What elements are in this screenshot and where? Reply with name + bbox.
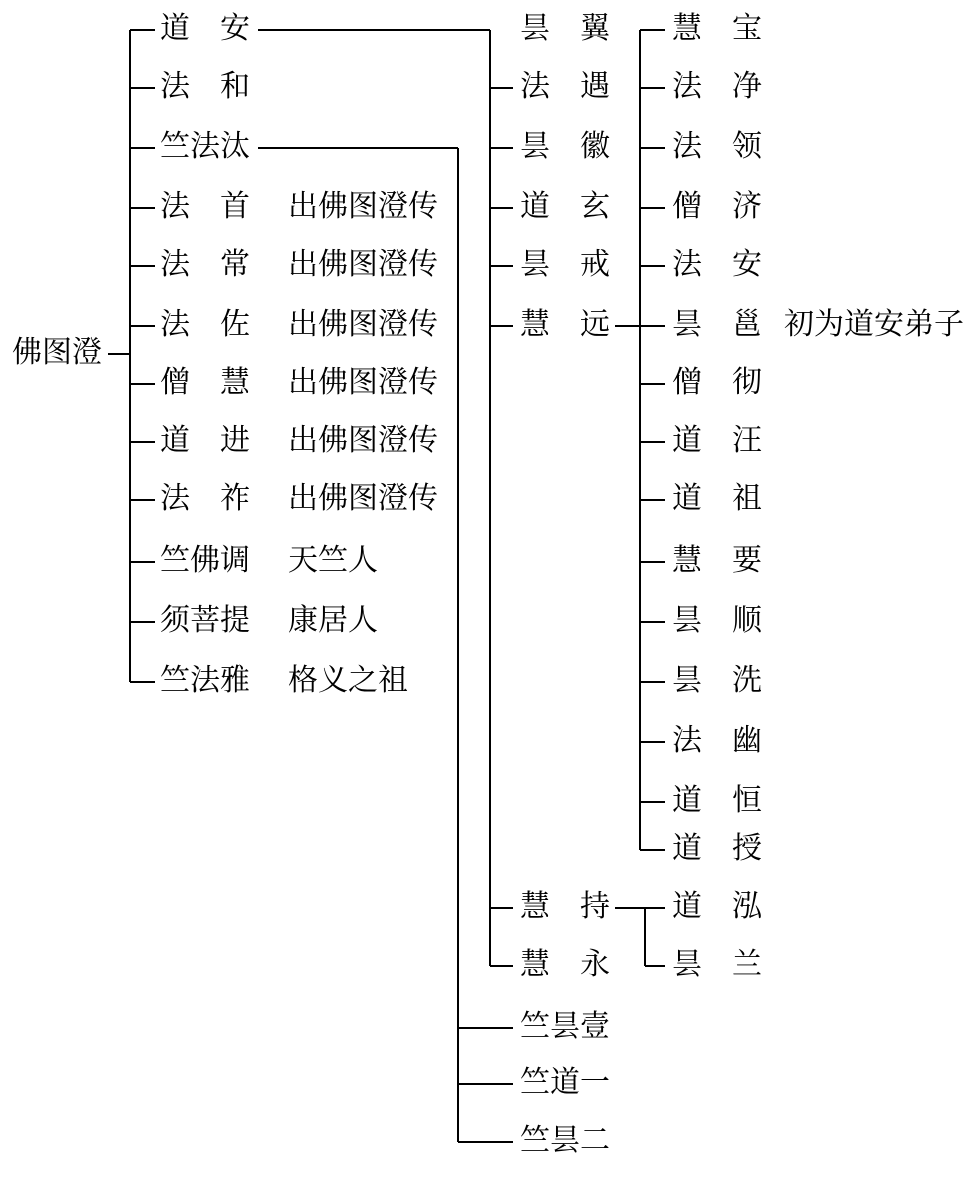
huiyuan-disciple-list [672, 11, 964, 866]
disciple-note: 出佛图澄传 [288, 365, 438, 400]
disciple-list [160, 11, 438, 698]
disciple-name: 竺佛调 [160, 543, 250, 578]
disciple-note: 格义之祖 [288, 663, 408, 698]
disciple-note: 出佛图澄传 [288, 247, 438, 282]
daoan-disciple-name: 慧 永 [520, 947, 610, 982]
fatai-disciple-name: 竺道一 [520, 1065, 610, 1100]
disciple-name: 法 和 [160, 69, 250, 104]
huiyuan-disciple-name: 昙 顺 [672, 603, 762, 638]
disciple-name: 竺法汰 [160, 129, 250, 164]
disciple-name: 须菩提 [160, 603, 250, 638]
huiyuan-disciple-name: 慧 要 [672, 543, 762, 578]
huiyuan-disciple-name: 昙 洗 [672, 663, 762, 698]
disciple-note: 出佛图澄传 [288, 481, 438, 516]
huiyuan-disciple-name: 僧 济 [672, 189, 762, 224]
disciple-name: 法 常 [160, 247, 250, 282]
disciple-note: 天竺人 [288, 543, 378, 578]
fatai-disciple-list [520, 1009, 610, 1158]
huiyuan-disciple-name: 道 祖 [672, 481, 762, 516]
disciple-name: 僧 慧 [160, 365, 250, 400]
daoan-disciple-name: 昙 翼 [520, 11, 610, 46]
huiyuan-disciple-name: 法 净 [672, 69, 762, 104]
fatai-disciple-name: 竺昙二 [520, 1123, 610, 1158]
huiyuan-disciple-name: 慧 宝 [672, 11, 762, 46]
daoan-disciple-name: 道 玄 [520, 189, 610, 224]
huichi-disciple-name: 道 泓 [672, 889, 762, 924]
daoan-disciple-list [520, 11, 611, 982]
disciple-note: 出佛图澄传 [288, 307, 438, 342]
root-name: 佛图澄 [12, 335, 102, 370]
disciple-name: 法 首 [160, 189, 250, 224]
huiyuan-disciple-name: 昙 邕 [672, 307, 762, 342]
disciple-name: 法 祚 [160, 481, 250, 516]
disciple-note: 出佛图澄传 [288, 189, 438, 224]
huiyuan-disciple-name: 僧 彻 [672, 365, 762, 400]
daoan-disciple-name: 慧 持 [520, 889, 610, 924]
daoan-disciple-name: 慧 远 [520, 307, 610, 342]
disciple-name: 法 佐 [160, 307, 250, 342]
huiyuan-disciple-name: 道 恒 [672, 783, 762, 818]
fatai-disciple-name: 竺昙壹 [520, 1009, 610, 1044]
daoan-disciple-name: 昙 戒 [520, 247, 610, 282]
huiyuan-disciple-name: 道 汪 [672, 423, 762, 458]
huiyuan-disciple-name: 法 幽 [672, 723, 762, 758]
huiyuan-disciple-name: 法 安 [672, 247, 762, 282]
huiyuan-disciple-note: 初为道安弟子 [784, 307, 964, 342]
daoan-disciple-name: 法 遇 [520, 69, 610, 104]
disciple-note: 康居人 [288, 603, 378, 638]
huichi-disciple-name: 昙 兰 [672, 947, 762, 982]
huiyuan-disciple-name: 法 领 [672, 129, 762, 164]
disciple-name: 道 安 [160, 11, 250, 46]
daoan-disciple-name: 昙 徽 [520, 129, 610, 164]
disciple-name: 竺法雅 [160, 663, 250, 698]
huiyuan-disciple-name: 道 授 [672, 831, 762, 866]
disciple-note: 出佛图澄传 [288, 423, 438, 458]
huichi-disciple-list [672, 889, 763, 982]
disciple-name: 道 进 [160, 423, 250, 458]
